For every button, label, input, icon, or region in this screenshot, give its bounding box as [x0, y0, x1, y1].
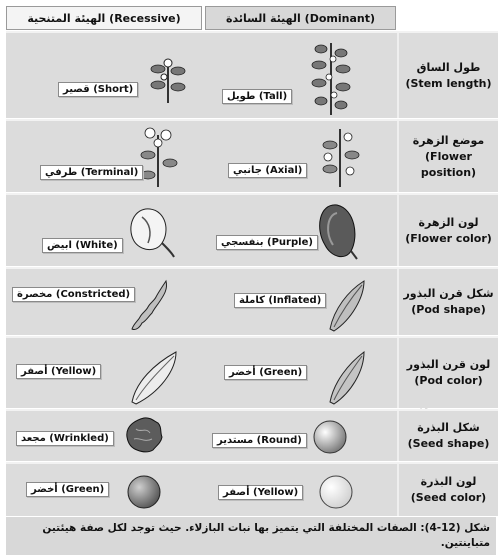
round-seed-icon [312, 419, 348, 455]
short-plant-icon [146, 55, 190, 105]
axial-flower-plant-icon [318, 125, 364, 189]
row-pod-color [6, 336, 498, 408]
dominant-label: طويل (Tall) [222, 89, 292, 104]
recessive-label: قصير (Short) [58, 82, 138, 97]
trait-name-ar: طول الساق [416, 60, 481, 74]
recessive-label: مخصرة (Constricted) [12, 287, 135, 302]
yellow-seed-icon [318, 474, 354, 510]
row-flower-position [6, 119, 498, 192]
dominant-label: جانبي (Axial) [228, 163, 307, 178]
trait-name-en: (Pod shape) [411, 303, 486, 316]
pea-traits-figure [3, 3, 496, 553]
recessive-label: أصفر (Yellow) [16, 364, 101, 379]
trait-name-en: (Pod color) [414, 374, 483, 387]
dominant-label: أخضر (Green) [224, 365, 307, 380]
trait-name-en: (Stem length) [405, 76, 492, 90]
purple-flower-icon [311, 199, 363, 263]
row-pod-shape [6, 267, 498, 335]
trait-name-ar: لون قرن البذور [406, 358, 491, 371]
yellow-pod-icon [126, 346, 182, 408]
dominant-label: مستدير (Round) [212, 433, 307, 448]
green-pod-icon [324, 346, 370, 408]
recessive-label: أخضر (Green) [26, 482, 109, 497]
trait-label [399, 464, 498, 516]
trait-label [399, 338, 498, 408]
trait-label [399, 411, 498, 461]
constricted-pod-icon [126, 275, 172, 335]
trait-name-en: (Flower color) [405, 231, 492, 245]
trait-name-ar: لون الزهرة [418, 215, 479, 229]
trait-name-ar: لون البذرة [420, 475, 477, 488]
recessive-label: مجعد (Wrinkled) [16, 431, 114, 446]
dominant-label: كاملة (Inflated) [234, 293, 326, 308]
tall-plant-icon [301, 37, 361, 117]
recessive-label: ابيض (White) [42, 238, 123, 253]
wrinkled-seed-icon [124, 415, 164, 455]
trait-name-en: (Flower position) [420, 149, 477, 179]
dominant-label: أصفر (Yellow) [218, 485, 303, 500]
row-seed-color [6, 462, 498, 516]
trait-name-en: (Seed color) [410, 491, 487, 504]
row-stem-length [6, 31, 498, 118]
row-seed-shape [6, 409, 498, 461]
trait-name-ar: شكل قرن البذور [403, 287, 494, 300]
dominant-column-header: الهيئة السائدة (Dominant) [205, 6, 396, 30]
trait-name-ar: موضع الزهرة [412, 133, 485, 147]
trait-name-en: (Seed shape) [407, 437, 490, 450]
trait-name-ar: شكل البذرة [417, 421, 480, 434]
green-seed-icon [126, 474, 162, 510]
white-flower-icon [122, 201, 178, 259]
trait-label [399, 195, 498, 266]
recessive-label: طرفي (Terminal) [40, 165, 143, 180]
recessive-column-header: الهيئة المتنحية (Recessive) [6, 6, 202, 30]
inflated-pod-icon [324, 275, 370, 335]
row-flower-color [6, 193, 498, 266]
figure-caption: شكل (12-4): الصفات المختلفة التي يتميز بها نبات البازلاء. حيث توجد لكل صفة هيئتين متباينتين. [6, 517, 496, 555]
trait-label [399, 121, 498, 192]
dominant-label: بنفسجي (Purple) [216, 235, 318, 250]
trait-label [399, 269, 498, 335]
trait-label [399, 33, 498, 118]
